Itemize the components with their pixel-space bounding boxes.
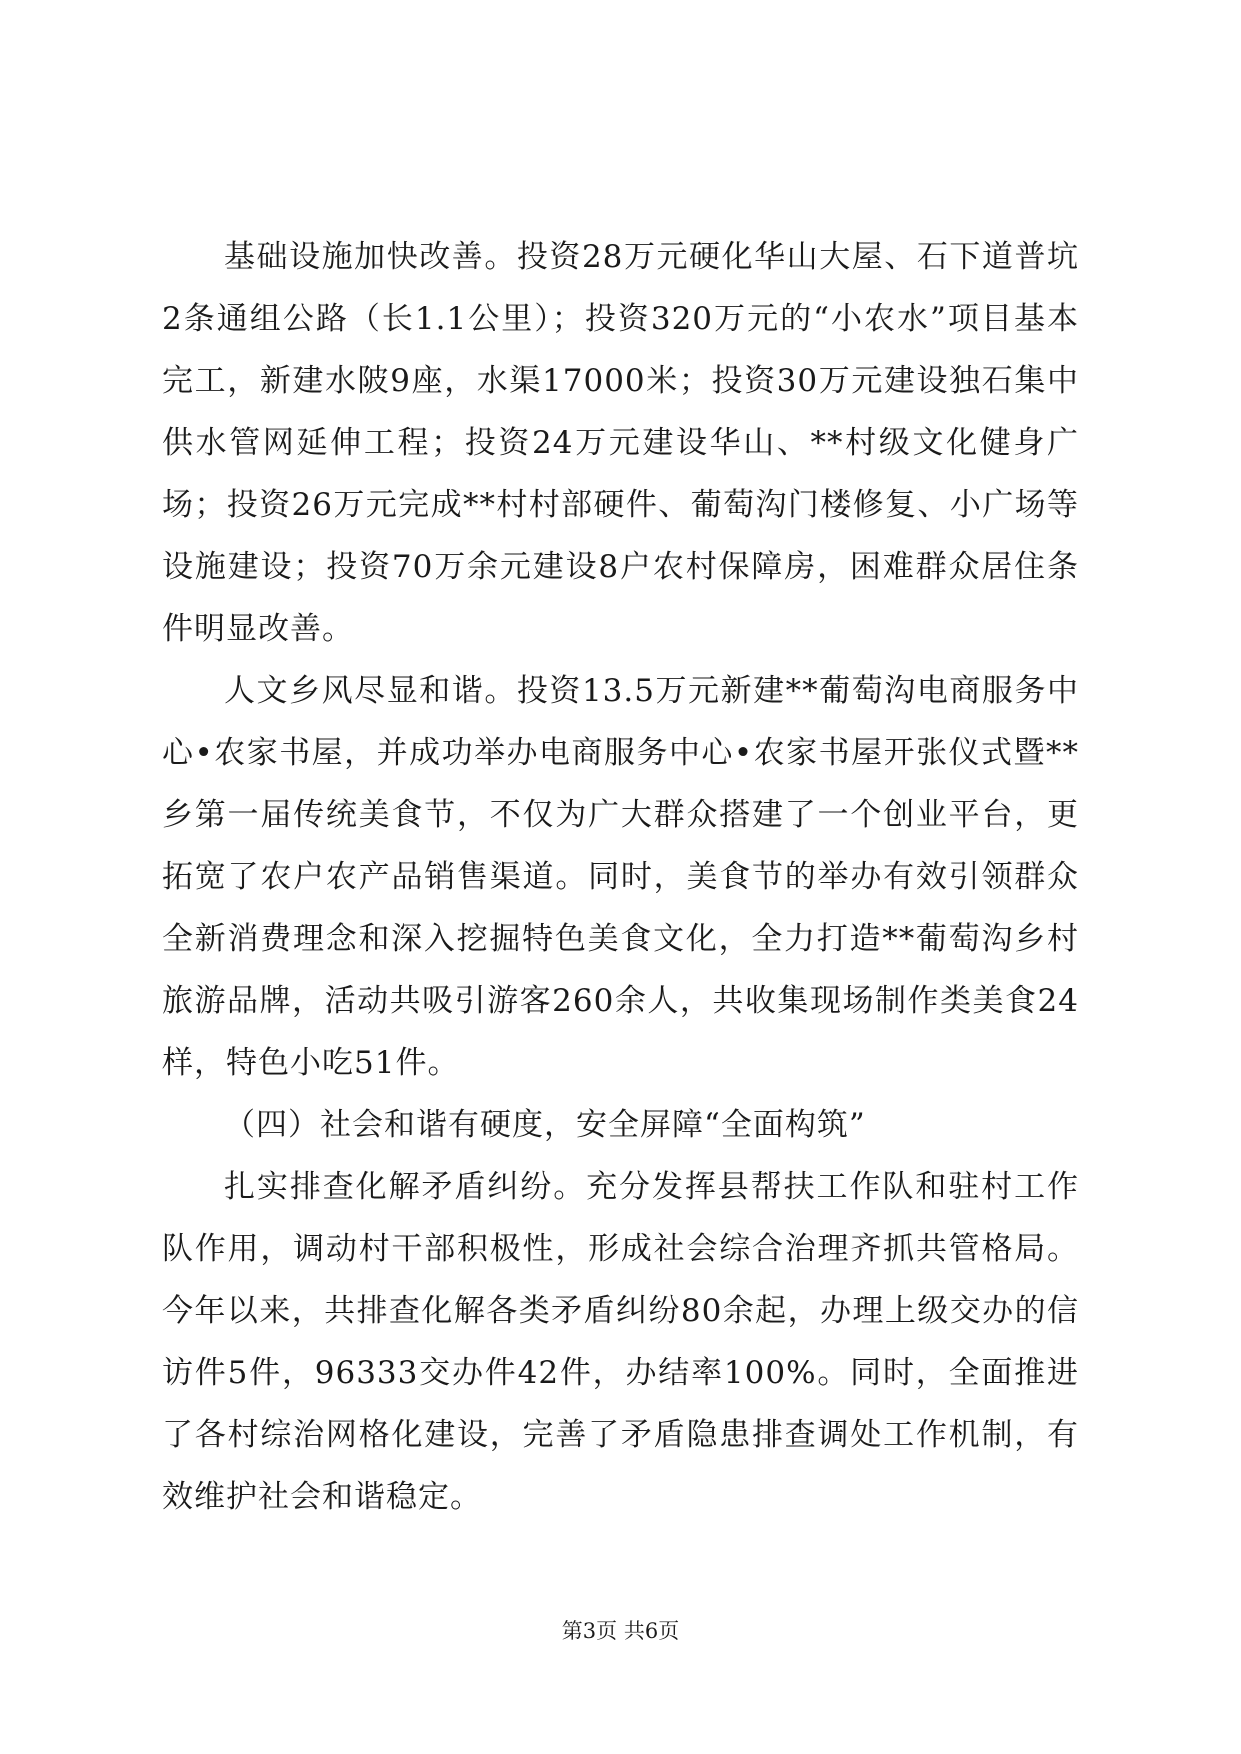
document-body (162, 226, 1079, 1528)
paragraph-disputes: 扎实排查化解矛盾纠纷。充分发挥县帮扶工作队和驻村工作队作用，调动村干部积极性，形成社会综合治理齐抓共管格局。今年以来，共排查化解各类矛盾纠纷80余起，办理上级交办的信访件5件，96333交办件42件，办结率100%。同时，全面推进了各村综治网格化建设，完善了矛盾隐患排查调处工作机制，有效维护社会和谐稳定。 (162, 1169, 1079, 1515)
page-number-footer: 第3页 共6页 (561, 1619, 680, 1643)
paragraph-infrastructure: 基础设施加快改善。投资28万元硬化华山大屋、石下道普坑2条通组公路（长1.1公里）；投资320万元的“小农水”项目基本完工，新建水陂9座，水渠17000米；投资30万元建设独石集中供水管网延伸工程；投资24万元建设华山、**村级文化健身广场；投资26万元完成**村村部硬件、葡萄沟门楼修复、小广场等设施建设；投资70万余元建设8户农村保障房，困难群众居住条件明显改善。 (162, 239, 1079, 647)
section-heading: （四）社会和谐有硬度，安全屏障“全面构筑” (224, 1107, 866, 1143)
paragraph-culture: 人文乡风尽显和谐。投资13.5万元新建**葡萄沟电商服务中心•农家书屋，并成功举办电商服务中心•农家书屋开张仪式暨**乡第一届传统美食节，不仅为广大群众搭建了一个创业平台，更拓宽了农户农产品销售渠道。同时，美食节的举办有效引领群众全新消费理念和深入挖掘特色美食文化，全力打造**葡萄沟乡村旅游品牌，活动共吸引游客260余人，共收集现场制作类美食24样，特色小吃51件。 (162, 673, 1079, 1081)
